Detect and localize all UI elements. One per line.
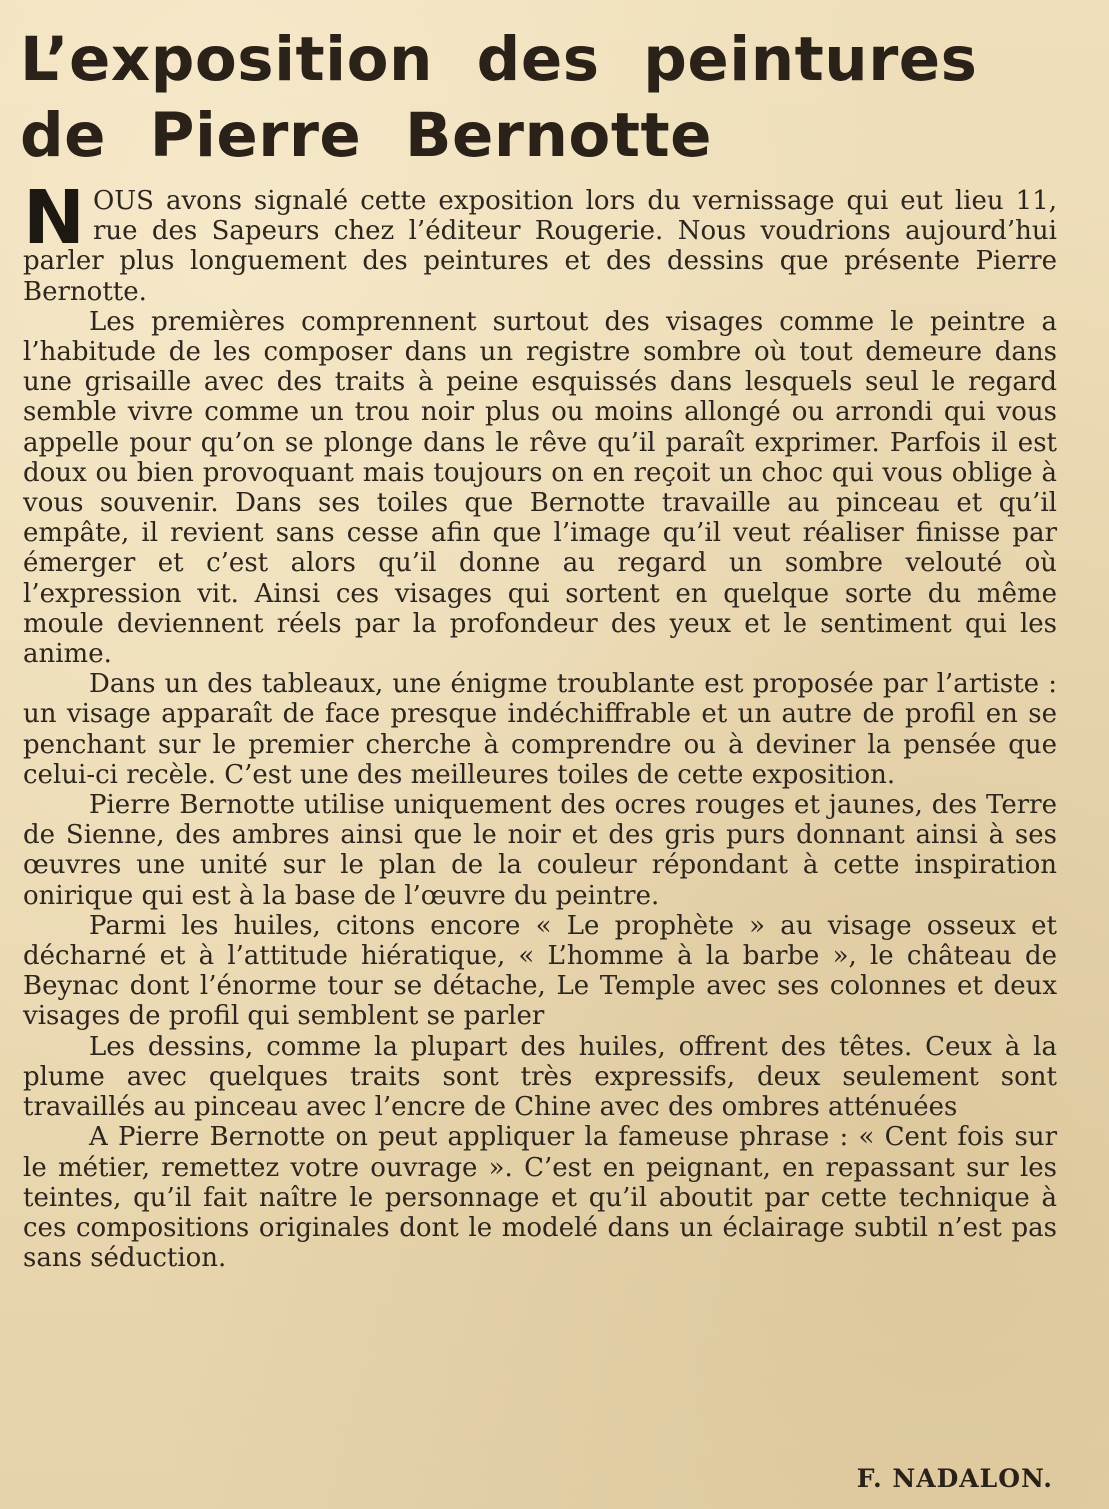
paragraph-1: [23, 175, 1057, 307]
paragraph-2: Les premières comprennent surtout des visages comme le peintre a l’habitude de les composer dans un registre sombre où tout demeure dans une grisaille avec des traits à peine esquissés dans lesquels seul le regard semble vivre comme un trou noir plus ou moins allongé ou arrondi qui vous appelle pour qu’on se plonge dans le rêve qu’il paraît exprimer. Parfois il est doux ou bien provoquant mais toujours on en reçoit un choc qui vous oblige à vous souvenir. Dans ses toiles que Bernotte travaille au pinceau et qu’il empâte, il revient sans cesse afin que l’image qu’il veut réaliser finisse par émerger et c’est alors qu’il donne au regard un sombre velouté où l’expression vit. Ainsi ces visages qui sortent en quelque sorte du même moule deviennent réels par la profondeur des yeux et le sentiment qui les anime.: [23, 306, 1057, 670]
headline-line-1: L’exposition des peintures: [20, 24, 978, 95]
paragraph-5: Parmi les huiles, citons encore « Le prophète » au visage osseux et décharné et à l’attitude hiératique, « L’homme à la barbe », le château de Beynac dont l’énorme tour se détache, Le Temple avec ses colonnes et deux visages de profil qui semblent se parler: [23, 910, 1057, 1032]
paragraph-4: Pierre Bernotte utilise uniquement des ocres rouges et jaunes, des Terre de Sienne, des ambres ainsi que le noir et des gris purs donnant ainsi à ses œuvres une unité sur le plan de la couleur répondant à cette inspiration onirique qui est à la base de l’œuvre du peintre.: [23, 790, 1057, 911]
paragraph-7: A Pierre Bernotte on peut appliquer la fameuse phrase : « Cent fois sur le métier, remettez votre ouvrage ». C’est en peignant, en repassant sur les teintes, qu’il fait naître le personnage et qu’il aboutit par cette technique à ces compositions originales dont le modelé dans un éclairage subtil n’est pas sans séduction.: [23, 1122, 1057, 1274]
paragraph-3: Dans un des tableaux, une énigme troublante est proposée par l’artiste : un visage apparaît de face presque indéchiffrable et un autre de profil en se penchant sur le premier cherche à comprendre ou à deviner la pensée que celui-ci recèle. C’est une des meilleures toiles de cette exposition.: [23, 669, 1057, 790]
drop-cap: N: [23, 175, 85, 261]
paragraph-1-text: OUS avons signalé cette exposition lors du vernissage qui eut lieu 11, rue des Sapeurs chez l’éditeur Rougerie. Nous voudrions aujourd’hui parler plus longuement des peintures et des dessins que présente Pierre Bernotte.: [23, 186, 1057, 307]
headline-line-2: de Pierre Bernotte: [20, 100, 713, 171]
headline: [20, 22, 1020, 174]
paragraph-6: Les dessins, comme la plupart des huiles, offrent des têtes. Ceux à la plume avec quelques traits sont très expressifs, deux seulement sont travaillés au pinceau avec l’encre de Chine avec des ombres atténuées: [23, 1031, 1057, 1123]
author-signature: F. NADALON.: [856, 1464, 1053, 1493]
article-body: [23, 175, 1057, 1274]
